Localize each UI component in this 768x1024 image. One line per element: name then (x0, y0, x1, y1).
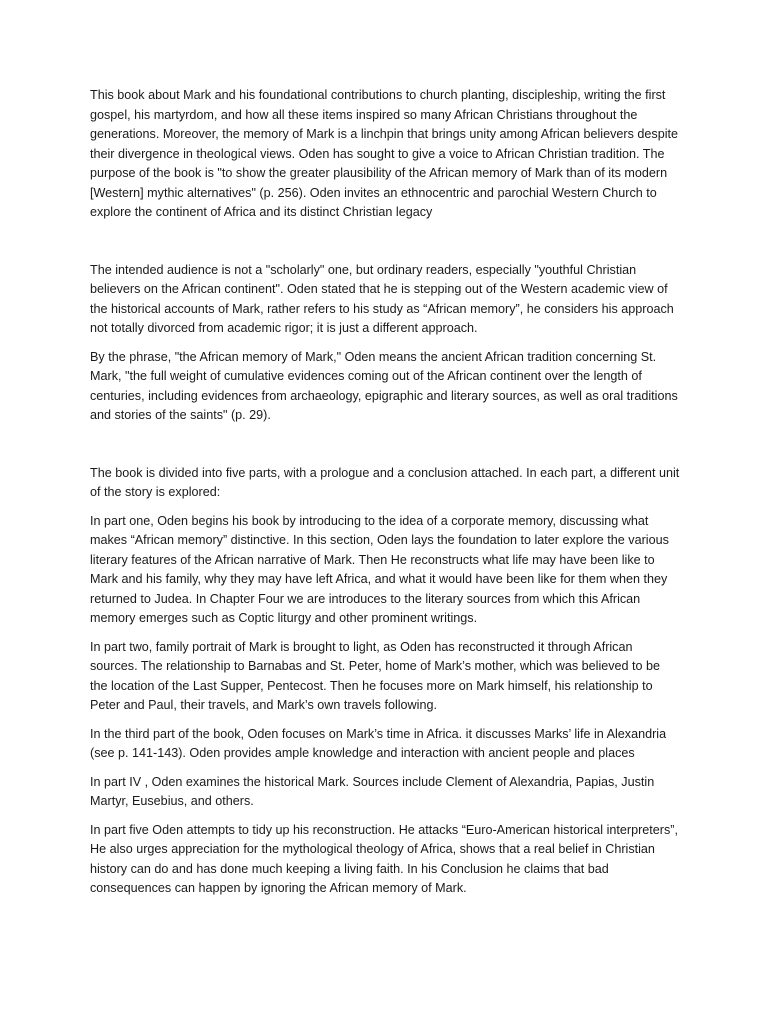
paragraph-part-four: In part IV , Oden examines the historical Mark. Sources include Clement of Alexandria, Papias, Justin Martyr, Eusebius, and others. (90, 774, 655, 808)
paragraph-part-five: In part five Oden attempts to tidy up his reconstruction. He attacks “Euro-American historical interpreters”, He also urges appreciation for the mythological theology of Africa, shows that a real belief in Christian history can do and has done much keeping a living faith. In his Conclusion he claims that bad consequences can happen by ignoring the African memory of Mark. (90, 822, 678, 895)
paragraph-part-one: In part one, Oden begins his book by introducing to the idea of a corporate memory, discussing what makes “African memory” distinctive. In this section, Oden lays the foundation to later explore the various literary features of the African narrative of Mark. Then He reconstructs what life may have been like to Mark and his family, why they may have left Africa, and what it would have been like for them when they returned to Judea. In Chapter Four we are introduces to the literary sources from which this African memory emerges such as Coptic liturgy and other prominent writings. (90, 513, 669, 625)
paragraph-part-three: In the third part of the book, Oden focuses on Mark’s time in Africa. it discusses Marks’ life in Alexandria (see p. 141-143). Oden provides ample knowledge and interaction with ancient people and places (90, 726, 667, 760)
paragraph-intro: This book about Mark and his foundational contributions to church planting, discipleship, writing the first gospel, his martyrdom, and how all these items inspired so many African Christians throughout the generations. Moreover, the memory of Mark is a linchpin that brings unity among African believers despite their divergence in theological views. Oden has sought to give a voice to African Christian tradition. The purpose of the book is "to show the greater plausibility of the African memory of Mark than of its modern [Western] mythic alternatives" (p. 256). Oden invites an ethnocentric and parochial Western Church to explore the continent of Africa and its distinct Christian legacy (90, 88, 679, 219)
paragraph-african-memory-definition: By the phrase, "the African memory of Mark," Oden means the ancient African tradition concerning St. Mark, "the full weight of cumulative evidences coming out of the African continent over the length of centuries, including evidences from archaeology, epigraphic and literary sources, as well as oral traditions and stories of the saints" (p. 29). (90, 349, 678, 422)
paragraph-structure: The book is divided into five parts, with a prologue and a conclusion attached. In each part, a different unit of the story is explored: (90, 465, 680, 499)
document-page (90, 86, 680, 908)
paragraph-part-two: In part two, family portrait of Mark is brought to light, as Oden has reconstructed it through African sources. The relationship to Barnabas and St. Peter, home of Mark’s mother, which was believed to be the location of the Last Supper, Pentecost. Then he focuses more on Mark himself, his relationship to Peter and Paul, their travels, and Mark’s own travels following. (90, 639, 661, 712)
paragraph-audience: The intended audience is not a "scholarly" one, but ordinary readers, especially "youthful Christian believers on the African continent". Oden stated that he is stepping out of the Western academic view of the historical accounts of Mark, rather refers to his study as “African memory”, he considers his approach not totally divorced from academic rigor; it is just a different approach. (90, 262, 674, 335)
